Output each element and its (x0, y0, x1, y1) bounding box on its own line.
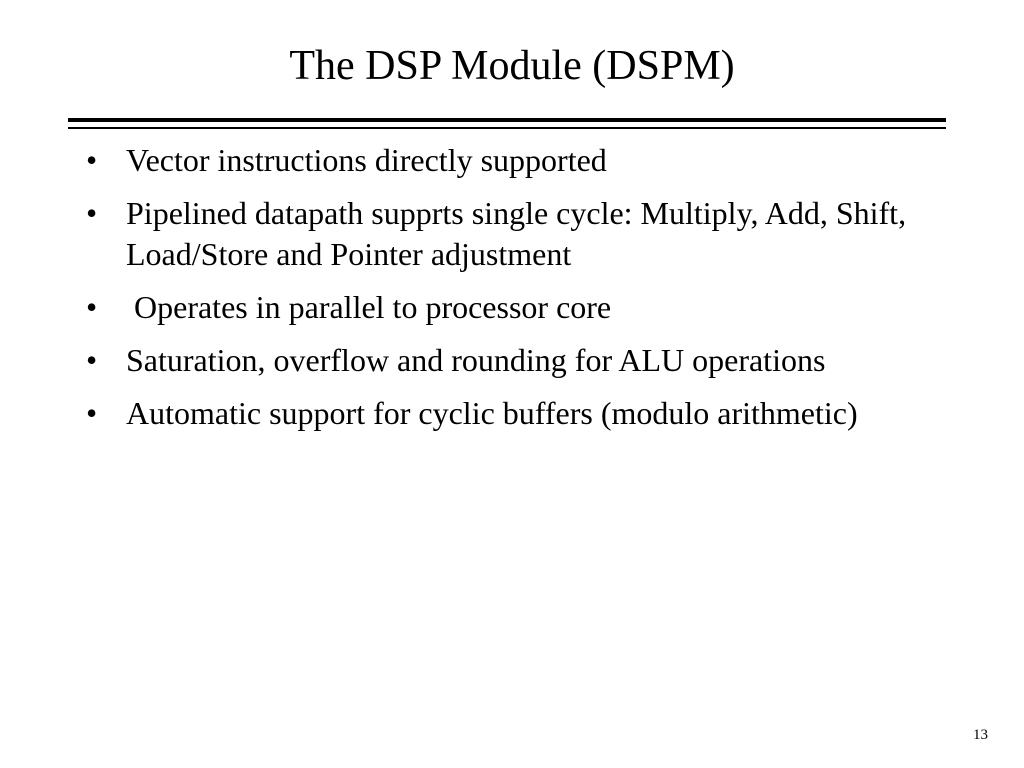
bullet-text: Saturation, overflow and rounding for ALU operations (126, 342, 826, 378)
title-divider-thick (68, 118, 946, 122)
bullet-text: Vector instructions directly supported (126, 142, 607, 178)
bullet-item (86, 193, 946, 275)
bullet-dot-icon: • (86, 395, 98, 431)
page-number: 13 (973, 727, 988, 743)
bullet-dot-icon: • (86, 342, 98, 378)
bullet-item (86, 393, 946, 434)
title-divider-thin (68, 127, 946, 129)
bullet-item (86, 340, 946, 381)
bullet-dot-icon: • (86, 195, 98, 231)
bullet-text: Pipelined datapath supprts single cycle: Multiply, Add, Shift, Load/Store and Pointer adjustment (126, 195, 907, 272)
slide-title: The DSP Module (DSPM) (289, 43, 735, 89)
bullet-text: Operates in parallel to processor core (126, 289, 612, 325)
bullet-dot-icon: • (86, 142, 98, 178)
bullet-item (86, 287, 946, 328)
bullet-list (86, 140, 946, 446)
bullet-text: Automatic support for cyclic buffers (modulo arithmetic) (126, 395, 858, 431)
bullet-item (86, 140, 946, 181)
bullet-dot-icon: • (86, 289, 98, 325)
